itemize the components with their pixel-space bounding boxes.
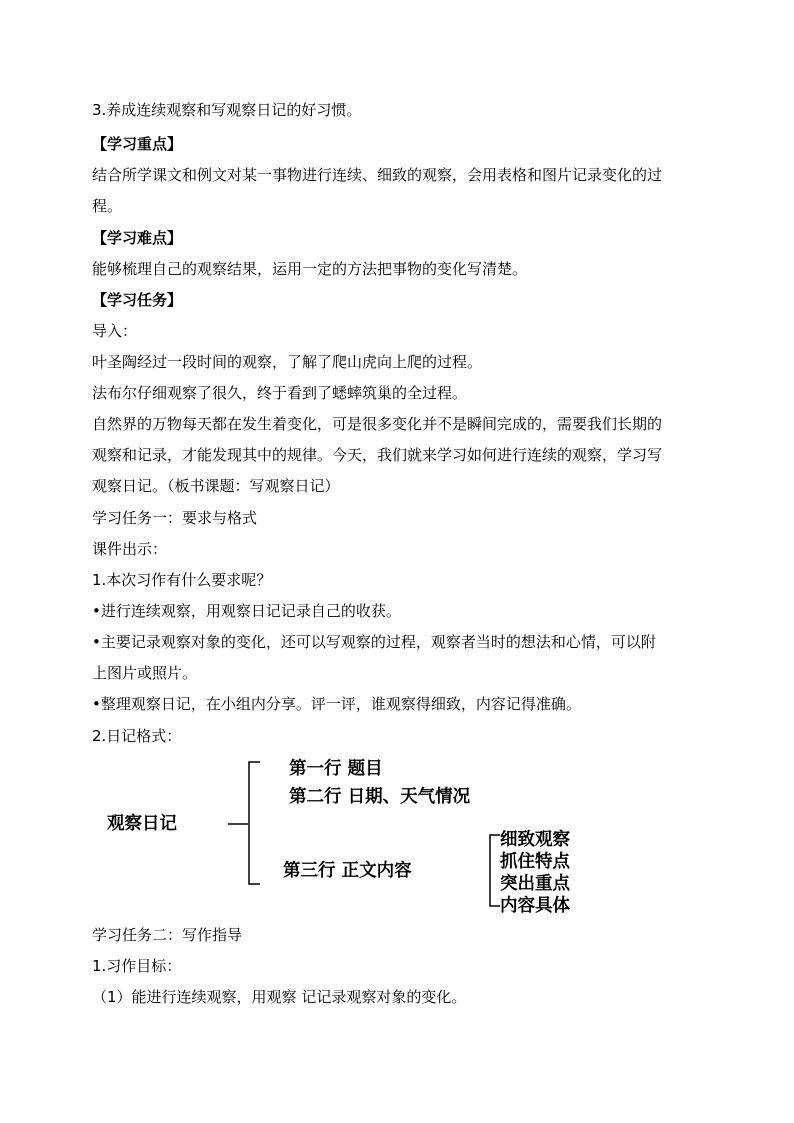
heading-tasks: 【学习任务】 <box>92 291 183 309</box>
task-one-title: 学习任务一：要求与格式 <box>92 509 258 527</box>
writing-goal-1: （1）能进行连续观察，用观察 记记录观察对象的变化。 <box>92 988 467 1006</box>
diagram-row-3: 第三行 正文内容 <box>283 861 412 881</box>
key-points-text-1: 结合所学课文和例文对某一事物进行连续、细致的观察，会用表格和图片记录变化的过 <box>92 166 663 184</box>
requirement-bullet-2-cont: 上图片或照片。 <box>92 664 198 682</box>
key-points-text-2: 程。 <box>92 197 123 215</box>
requirement-bullet-2: •主要记录观察对象的变化，还可以写观察的过程，观察者当时的想法和心情，可以附 <box>92 633 656 651</box>
slide-show-label: 课件出示： <box>92 540 168 558</box>
diagram-row-1: 第一行 题目 <box>289 759 383 779</box>
intro-text-5: 观察日记。（板书课题：写观察日记） <box>92 477 340 495</box>
intro-text-4: 观察和记录，才能发现其中的规律。今天，我们就来学习如何进行连续的观察，学习写 <box>92 446 663 464</box>
diagram-sub-3: 突出重点 <box>500 874 570 894</box>
intro-text-1: 叶圣陶经过一段时间的观察，了解了爬山虎向上爬的过程。 <box>92 353 483 371</box>
difficulties-text: 能够梳理自己的观察结果，运用一定的方法把事物的变化写清楚。 <box>92 260 528 278</box>
intro-text-3: 自然界的万物每天都在发生着变化，可是很多变化并不是瞬间完成的，需要我们长期的 <box>92 415 663 433</box>
main-bracket <box>249 762 260 884</box>
heading-difficulties: 【学习难点】 <box>92 229 183 247</box>
sub-bracket <box>490 835 500 906</box>
diagram-row-2: 第二行 日期、天气情况 <box>289 787 471 807</box>
requirements-question: 1.本次习作有什么要求呢？ <box>92 571 272 589</box>
diary-format-label: 2.日记格式： <box>92 727 182 745</box>
diagram-sub-1: 细致观察 <box>500 830 570 850</box>
goal-line-3: 3.养成连续观察和写观察日记的好习惯。 <box>92 101 362 119</box>
diagram-sub-2: 抓住特点 <box>500 852 570 872</box>
heading-key-points: 【学习重点】 <box>92 135 183 153</box>
intro-text-2: 法布尔仔细观察了很久，终于看到了蟋蟀筑巢的全过程。 <box>92 384 468 402</box>
writing-goal-label: 1.习作目标： <box>92 957 182 975</box>
diagram-sub-4: 内容具体 <box>500 896 570 916</box>
diagram-root-label: 观察日记 <box>107 814 177 834</box>
intro-label: 导入： <box>92 322 138 340</box>
requirement-bullet-3: •整理观察日记，在小组内分享。评一评，谁观察得细致，内容记得准确。 <box>92 695 581 713</box>
task-two-title: 学习任务二：写作指导 <box>92 926 243 944</box>
requirement-bullet-1: •进行连续观察，用观察日记记录自己的收获。 <box>92 602 401 620</box>
